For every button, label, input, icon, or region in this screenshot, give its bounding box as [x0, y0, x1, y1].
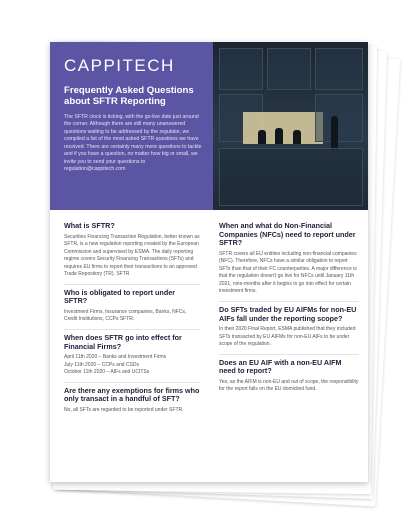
divider [219, 354, 359, 355]
lit-room [243, 112, 323, 144]
person-silhouette [293, 130, 301, 144]
faq-question: When does SFTR go into effect for Financial Firms? [64, 332, 182, 351]
divider [64, 382, 200, 383]
person-silhouette [275, 128, 283, 144]
faq-column-right [209, 218, 368, 419]
faq-answer: April 11th 2020 – Banks and Investment Firms July 11th 2020 – CCPs and CSDs October 11th 2020 – AIFs and UCITSs [64, 354, 167, 376]
page-title: Frequently Asked Questions about SFTR Reporting [64, 85, 194, 108]
faq-question: Who is obligated to report under SFTR? [64, 287, 176, 306]
divider [219, 301, 359, 302]
office-photo [213, 42, 368, 210]
faq-question: Are there any exemptions for firms who only transact in a handful of SFT? [64, 385, 200, 404]
window-pane [267, 48, 311, 90]
faq-column-left [50, 218, 209, 419]
cappitech-logo: CAPPITECH [64, 56, 175, 75]
faq-answer: In their 2020 Final Report, ESMA published that they included SFTs transacted by EU AIFMs for non-EU AIFs to be under scope of the regulation. [219, 326, 356, 348]
faq-answer: Securities Financing Transaction Regulation, better known as SFTR, is a new regulation reporting created by the European Commission and supervised by ESMA. The daily reporting regime covers Security Financing Transactions (SFTs) and requires EU firms to report their transactions to an approved Trade Repository (TR). SFTR [64, 233, 200, 278]
faq-answer: Yes, as the AIFM is non-EU and out of scope, the responsibility for the report falls on the EU domiciled fund. [219, 378, 359, 393]
window-pane [219, 48, 263, 90]
faq-answer: Investment Firms, Insurance companies, Banks, NFCs, Credit Institutions, CCPs SFTR. [64, 308, 187, 323]
faq-columns [50, 218, 368, 419]
window-pane [315, 48, 363, 90]
faq-question: What is SFTR? [64, 221, 115, 230]
faq-question: When and what do Non-Financial Companies (NFCs) need to report under SFTR? [219, 221, 356, 248]
intro-paragraph: The SFTR clock is ticking, with the go-live date just around the corner. Although there are still many unanswered questions waiting to be addressed by the regulator, we compiled a list of the most asked SFTR questions we have received. There are certainly many more questions to tackle and if you have a question, no matter how big or small, we invite you to send your questions to regulation@cappitech.com [64, 113, 202, 173]
window-pane [315, 94, 363, 142]
faq-question: Do SFTs traded by EU AIFMs for non-EU AIFs fall under the reporting scope? [219, 304, 357, 323]
divider [64, 329, 200, 330]
person-silhouette [331, 116, 338, 150]
person-silhouette [258, 130, 266, 144]
hero-text-panel [50, 42, 213, 210]
window-pane [219, 148, 363, 206]
faq-document-page [50, 42, 368, 482]
faq-answer: No, all SFTs are regarded to be reported under SFTR. [64, 406, 184, 413]
divider [64, 284, 200, 285]
faq-answer: SFTR covers all EU entities including non-financial companies (NFC). Therefore, NFCs have a similar obligation to report SFTs than that of their FC counterparties. A major difference is that the regulation doesn't go live for NFCs until January 11th 2021, nine-months after it begins to go into effect for certain investment firms. [219, 250, 357, 295]
hero-banner [50, 42, 368, 210]
faq-question: Does an EU AIF with a non-EU AIFM need to report? [219, 357, 342, 376]
